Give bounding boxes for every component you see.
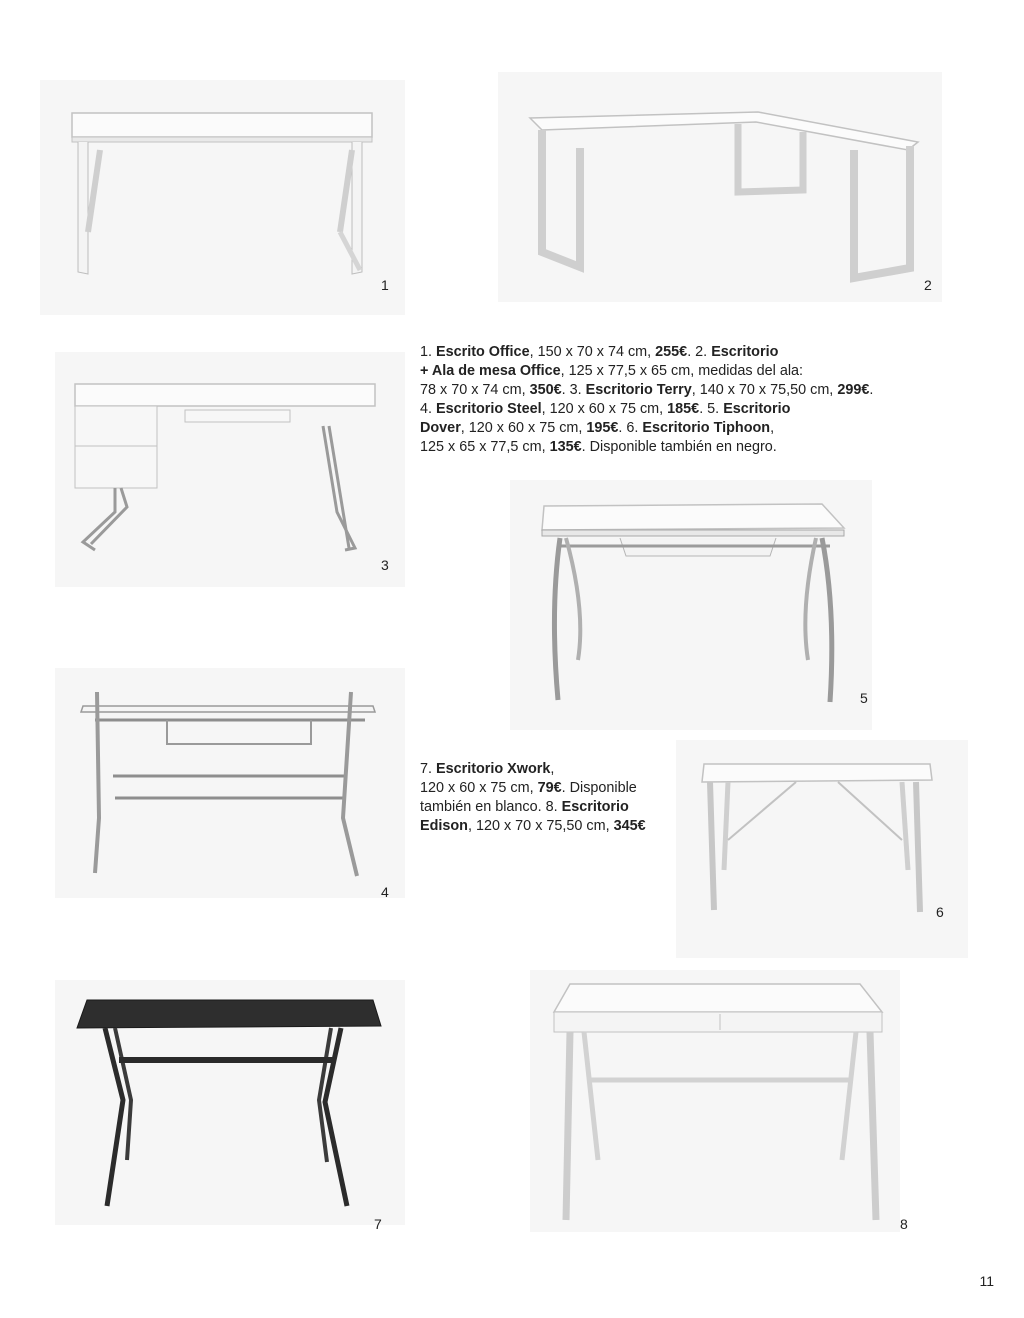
product-number-4: 4 [381, 884, 389, 900]
product-name-escrito-office: Escrito Office [436, 344, 530, 360]
product-price-5: 195€ [586, 420, 619, 436]
product-price-1: 255€ [655, 344, 688, 360]
product-price-2: 350€ [529, 382, 562, 398]
product-price-3: 299€ [837, 382, 870, 398]
desk-1-illustration [40, 80, 405, 315]
product-number-1: 1 [381, 277, 389, 293]
desk-3-illustration [55, 352, 405, 587]
page-number: 11 [979, 1273, 994, 1289]
product-price-7: 79€ [537, 780, 562, 796]
product-number-8: 8 [900, 1216, 908, 1232]
product-name-escritorio-steel: Escritorio Steel [436, 401, 542, 417]
desk-5-illustration [510, 480, 872, 730]
product-name-escritorio-tiphoon: Escritorio Tiphoon [642, 420, 771, 436]
product-image-escritorio-edison [530, 970, 900, 1232]
product-number-6: 6 [936, 904, 944, 920]
desk-2-illustration [498, 72, 942, 302]
desk-6-illustration [676, 740, 968, 958]
product-number-3: 3 [381, 557, 389, 573]
product-image-escritorio-xwork [55, 980, 405, 1225]
product-image-escritorio-ala-de-mesa-office [498, 72, 942, 302]
product-price-6: 135€ [549, 439, 582, 455]
product-image-escritorio-steel [55, 668, 405, 898]
desk-8-illustration [530, 970, 900, 1232]
product-name-escritorio-terry: Escritorio Terry [585, 382, 692, 398]
product-descriptions-1-to-6: 1. Escrito Office, 150 x 70 x 74 cm, 255€. 2. Escritorio + Ala de mesa Office, 125 x 77,5 x 65 cm, medidas del ala: 78 x 70 x 74 cm, 350€. 3. Escritorio Terry, 140 x 70 x 75,50 cm, 299€. 4. Escritorio Steel, 120 x 60 x 75 cm, 185€. 5. Escritorio Dover, 120 x 60 x 75 cm, 195€. 6. Escritorio Tiphoon, 125 x 65 x 77,5 cm, 135€. Disponible también en negro. [420, 344, 874, 455]
product-number-5: 5 [860, 690, 868, 706]
product-name-escritorio-dover: Dover [420, 420, 461, 436]
product-image-escritorio-dover [510, 480, 872, 730]
product-image-escritorio-tiphoon [676, 740, 968, 958]
product-price-8: 345€ [613, 818, 646, 834]
product-image-escrito-office [40, 80, 405, 315]
product-name-escritorio-edison: Edison [420, 818, 468, 834]
desk-4-illustration [55, 668, 405, 898]
product-price-4: 185€ [667, 401, 700, 417]
product-name-escritorio-xwork: Escritorio Xwork [436, 761, 551, 777]
product-number-7: 7 [374, 1216, 382, 1232]
product-name-ala-de-mesa-office: + Ala de mesa Office [420, 363, 561, 379]
desk-7-illustration [55, 980, 405, 1225]
product-descriptions-7-and-8: 7. Escritorio Xwork, 120 x 60 x 75 cm, 79€. Disponible también en blanco. 8. Escritorio Edison, 120 x 70 x 75,50 cm, 345€ [420, 761, 646, 834]
product-number-2: 2 [924, 277, 932, 293]
product-image-escritorio-terry [55, 352, 405, 587]
